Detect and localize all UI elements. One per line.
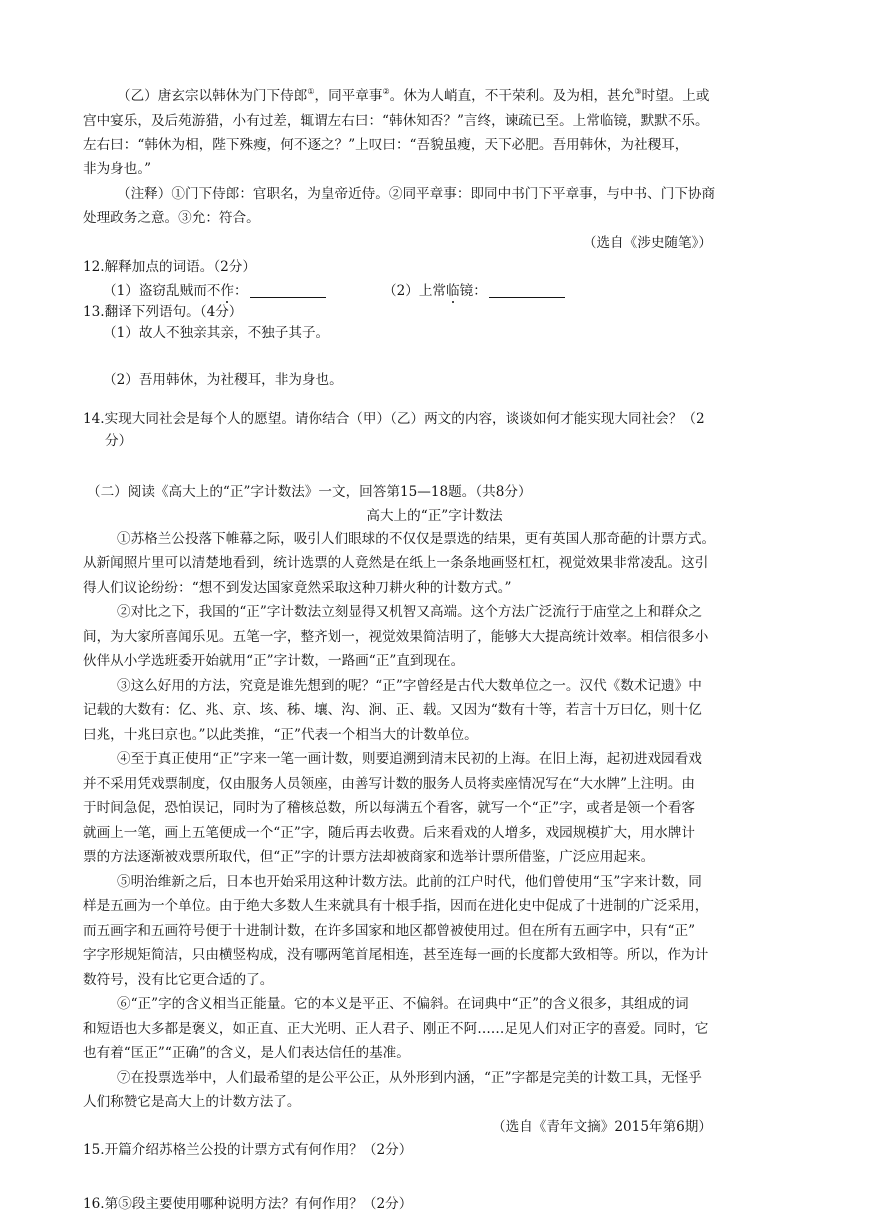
passage-yi-source: （选自《涉史随笔》） xyxy=(582,235,712,251)
footnote-mark-2: ② xyxy=(382,87,390,96)
article-line: 伙伴从小学选班委开始就用“正”字计数，一路画“正”直到现在。 xyxy=(83,653,465,669)
article-line: 间，为大家所喜闻乐见。五笔一字，整齐划一，视觉效果简洁明了，能够大大提高统计效率。相信很多小 xyxy=(83,629,709,645)
section-2-heading: （二）阅读《高大上的“正”字计数法》一文，回答第15—18题。（共8分） xyxy=(87,484,532,500)
article-line: 而五画字和五画符号便于十进制计数，在许多国家和地区都曾被使用过。但在所有五画字中，只有“正” xyxy=(83,923,696,939)
article-line: 也有着“匡正”“正确”的含义，是人们表达信任的基准。 xyxy=(83,1045,410,1061)
article-line: 曰兆，十兆曰京也。”以此类推，“正”代表一个相当大的计数单位。 xyxy=(83,727,478,743)
question-13-item-1: （1）故人不独亲其亲，不独子其子。 xyxy=(103,325,330,341)
article-line: ⑦在投票选举中，人们最希望的是公平公正，从外形到内涵，“正”字都是完美的计数工具，无怪乎 xyxy=(117,1070,702,1086)
article-line: 并不采用凭戏票制度，仅由服务人员领座，由善写计数的服务人员将卖座情况写在“大水牌”上注明。由 xyxy=(83,776,696,792)
passage-yi-line-2: 宫中宴乐，及后苑游猎，小有过差，辄谓左右曰：“韩休知否？”言终，谏疏已至。上常临镜，默默不乐。 xyxy=(83,113,709,129)
question-12-item-1: （1）盗窃乱贼而不作： xyxy=(103,281,326,301)
article-line: 字字形规矩简洁，只由横竖构成，没有哪两笔首尾相连，甚至连每一画的长度都大致相等。所以，作为计 xyxy=(83,947,709,963)
article-line: 于时间急促，恐怕误记，同时为了稽核总数，所以每满五个看客，就写一个“正”字，或者是领一个看客 xyxy=(83,800,696,816)
question-16: 16.第⑤段主要使用哪种说明方法？有何作用？（2分） xyxy=(83,1196,413,1212)
footnote-mark-3: ③ xyxy=(634,87,642,96)
question-13-item-2: （2）吾用韩休，为社稷耳，非为身也。 xyxy=(103,372,343,388)
emphasis-dot-char: 作 xyxy=(220,283,234,299)
passage-yi-line-4: 非为身也。” xyxy=(83,161,152,177)
article-line: 和短语也大多都是褒义，如正直、正大光明、正人君子、刚正不阿……足见人们对正字的喜爱。同时，它 xyxy=(83,1021,709,1037)
article-line: 人们称赞它是高大上的计数方法了。 xyxy=(83,1094,301,1110)
article-line: 样是五画为一个单位。由于绝大多数人生来就具有十根手指，因而在进化史中促成了十进制的广泛采用， xyxy=(83,898,709,914)
article-line: 票的方法逐渐被戏票所取代，但“正”字的计票方法却被商家和选举计票所借鉴，广泛应用起来。 xyxy=(83,849,655,865)
answer-blank[interactable] xyxy=(250,297,326,298)
passage-yi-line-1: （乙）唐玄宗以韩休为门下侍郎①，同平章事②。休为人峭直，不干荣利。及为相，甚允③时望。上或 xyxy=(117,87,710,104)
article-line: 记载的大数有：亿、兆、京、垓、秭、壤、沟、涧、正、载。又因为“数有十等，若言十万曰亿，则十亿 xyxy=(83,702,702,718)
article-line: ①苏格兰公投落下帷幕之际，吸引人们眼球的不仅仅是票选的结果，更有英国人那奇葩的计票方式。 xyxy=(117,531,716,547)
question-12-item-2: （2）上常临镜： xyxy=(383,281,565,301)
annotation-line-2: 处理政务之意。③允：符合。 xyxy=(83,210,260,226)
question-15: 15.开篇介绍苏格兰公投的计票方式有何作用？（2分） xyxy=(83,1142,413,1158)
question-14-line-2: 分） xyxy=(105,433,133,449)
article-source: （选自《青年文摘》2015年第6期） xyxy=(492,1119,712,1135)
article-line: 数符号，没有比它更合适的了。 xyxy=(83,972,274,988)
article-line: ⑥“正”字的含义相当正能量。它的本义是平正、不偏斜。在词典中“正”的含义很多，其组成的词 xyxy=(117,996,689,1012)
passage-yi-line-3: 左右曰：“韩休为相，陛下殊瘦，何不逐之？”上叹曰：“吾貌虽瘦，天下必肥。吾用韩休，为社稷耳， xyxy=(83,137,689,153)
question-12-title: 12.解释加点的词语。（2分） xyxy=(83,259,256,275)
article-line: 就画上一笔，画上五笔便成一个“正”字，随后再去收费。后来看戏的人增多，戏园规模扩大，用水牌计 xyxy=(83,825,696,841)
question-13-title: 13.翻译下列语句。（4分） xyxy=(83,304,243,320)
article-line: 得人们议论纷纷：“想不到发达国家竟然采取这种刀耕火种的计数方式。” xyxy=(83,580,512,596)
annotation-line-1: （注释）①门下侍郎：官职名，为皇帝近侍。②同平章事：即同中书门下平章事，与中书、门下协商 xyxy=(117,186,716,202)
footnote-mark-1: ① xyxy=(307,87,315,96)
article-line: ③这么好用的方法，究竟是谁先想到的呢？“正”字曾经是古代大数单位之一。汉代《数术记遗》中 xyxy=(117,678,702,694)
article-line: ②对比之下，我国的“正”字计数法立刻显得又机智又高端。这个方法广泛流行于庙堂之上和群众之 xyxy=(117,604,702,620)
answer-blank[interactable] xyxy=(489,297,565,298)
article-title: 高大上的“正”字计数法 xyxy=(366,508,503,524)
question-14-line-1: 14.实现大同社会是每个人的愿望。请你结合（甲）（乙）两文的内容，谈谈如何才能实现大同社会？（2 xyxy=(83,411,705,427)
emphasis-dot-char: 临 xyxy=(446,283,460,299)
article-line: ④至于真正使用“正”字来一笔一画计数，则要追溯到清末民初的上海。在旧上海，起初进戏园看戏 xyxy=(117,751,702,767)
article-line: 从新闻照片里可以清楚地看到，统计选票的人竟然是在纸上一条条地画竖杠杠，视觉效果非常凌乱。这引 xyxy=(83,555,709,571)
article-line: ⑤明治维新之后，日本也开始采用这种计数方法。此前的江户时代，他们曾使用“玉”字来计数，同 xyxy=(117,874,702,890)
